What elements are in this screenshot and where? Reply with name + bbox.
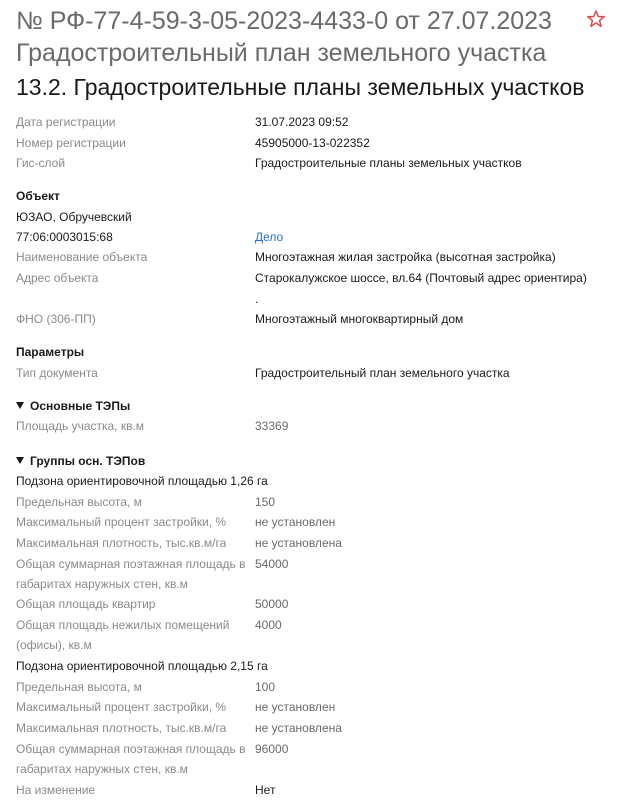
- zone-title: Подзона ориентировочной площадью 1,26 га: [16, 474, 268, 488]
- registration-date-value: 31.07.2023 09:52: [255, 115, 349, 129]
- cadastral-number: 77:06:0003015:68: [16, 230, 113, 244]
- groups-heading: Группы осн. ТЭПов: [30, 454, 146, 468]
- chevron-down-icon: [16, 402, 24, 409]
- fno-label: ФНО (306-ПП): [16, 312, 96, 326]
- main-tep-toggle[interactable]: [16, 396, 130, 416]
- zone-title: Подзона ориентировочной площадью 2,15 га: [16, 659, 268, 673]
- star-outline-icon[interactable]: [586, 9, 606, 29]
- doctype-label: Тип документа: [16, 366, 98, 380]
- gis-layer-label: Гис-слой: [16, 156, 66, 170]
- fno-value: Многоэтажный многоквартирный дом: [255, 312, 464, 326]
- zone-percent-label: Максимальный процент застройки, %: [16, 515, 227, 529]
- zone-nonres-value: 4000: [255, 618, 282, 632]
- object-address-label: Адрес объекта: [16, 271, 99, 285]
- params-heading: Параметры: [16, 345, 85, 359]
- groups-toggle[interactable]: [16, 451, 145, 471]
- area-value: 33369: [255, 419, 289, 433]
- zone-percent-value: не установлен: [255, 515, 336, 529]
- zone-total-row: [16, 739, 616, 779]
- zone-density-value: не установлена: [255, 536, 342, 550]
- registration-number-value: 45905000-13-022352: [255, 136, 370, 150]
- area-label: Площадь участка, кв.м: [16, 419, 145, 433]
- zone-height-label: Предельная высота, м: [16, 495, 142, 509]
- registration-date-label: Дата регистрации: [16, 115, 116, 129]
- case-link[interactable]: Дело: [255, 230, 284, 244]
- gis-layer-value: Градостроительные планы земельных участков: [255, 156, 522, 170]
- zone-height-label: Предельная высота, м: [16, 680, 142, 694]
- change-value: Нет: [255, 783, 276, 797]
- zone-height-value: 150: [255, 495, 276, 509]
- zone-percent-value: не установлен: [255, 700, 336, 714]
- doctype-value: Градостроительный план земельного участка: [255, 366, 510, 380]
- zone-total-row: [16, 554, 616, 594]
- zone-density-label: Максимальная плотность, тыс.кв.м/га: [16, 721, 227, 735]
- zone-height-value: 100: [255, 680, 276, 694]
- object-name-label: Наименование объекта: [16, 250, 148, 264]
- zone-total-label: Общая суммарная поэтажная площадь в габаритах наружных стен, кв.м: [16, 557, 246, 591]
- zone-flats-label: Общая площадь квартир: [16, 597, 156, 611]
- chevron-down-icon: [16, 457, 24, 464]
- object-heading: Объект: [16, 189, 60, 203]
- object-address-extra: .: [255, 292, 259, 306]
- zone-nonres-row: [16, 615, 616, 655]
- object-name-value: Многоэтажная жилая застройка (высотная застройка): [255, 250, 556, 264]
- zone-total-value: 96000: [255, 742, 289, 756]
- object-district: ЮЗАО, Обручевский: [16, 210, 132, 224]
- change-label: На изменение: [16, 783, 96, 797]
- zone-nonres-label: Общая площадь нежилых помещений (офисы), кв.м: [16, 618, 230, 652]
- zone-total-value: 54000: [255, 557, 289, 571]
- object-address-value: Старокалужское шоссе, вл.64 (Почтовый адрес ориентира): [255, 271, 587, 285]
- document-title: № РФ-77-4-59-3-05-2023-4433-0 от 27.07.2023: [16, 7, 552, 35]
- registration-number-label: Номер регистрации: [16, 136, 126, 150]
- zone-density-label: Максимальная плотность, тыс.кв.м/га: [16, 536, 227, 550]
- zone-density-value: не установлена: [255, 721, 342, 735]
- zone-flats-value: 50000: [255, 597, 289, 611]
- main-tep-heading: Основные ТЭПы: [30, 399, 131, 413]
- layer-title: 13.2. Градостроительные планы земельных участков: [16, 74, 585, 100]
- zone-total-label: Общая суммарная поэтажная площадь в габаритах наружных стен, кв.м: [16, 742, 246, 776]
- zone-percent-label: Максимальный процент застройки, %: [16, 700, 227, 714]
- document-subtitle: Градостроительный план земельного участка: [16, 39, 547, 67]
